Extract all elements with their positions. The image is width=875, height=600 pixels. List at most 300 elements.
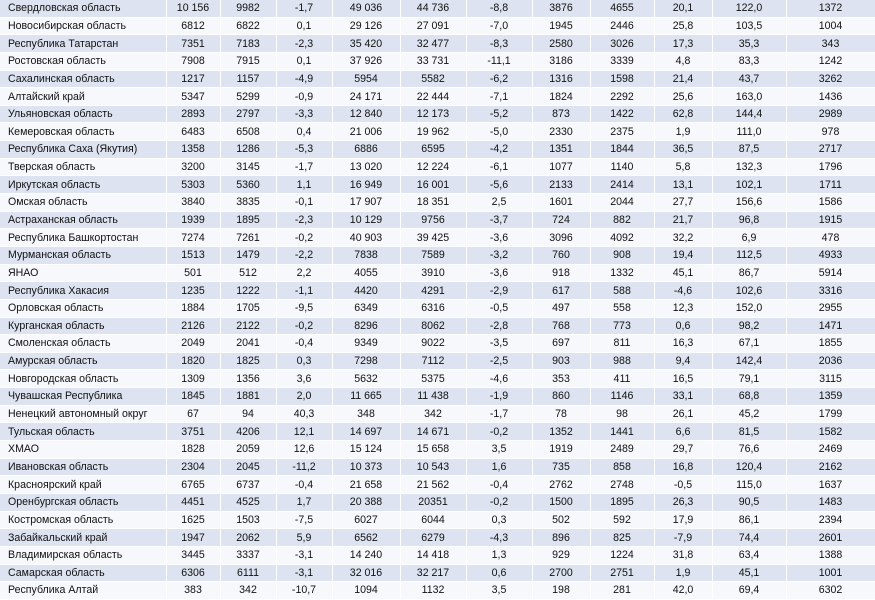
value-cell: 24 171 [332, 88, 400, 106]
value-cell: 198 [532, 582, 590, 600]
region-name-cell: Республика Башкортостан [0, 229, 166, 247]
value-cell: 87,5 [712, 141, 786, 159]
value-cell: -5,2 [466, 105, 532, 123]
value-cell: -3,6 [466, 229, 532, 247]
value-cell: 1884 [166, 299, 220, 317]
value-cell: 4206 [220, 423, 276, 441]
value-cell: 1625 [166, 511, 220, 529]
value-cell: 13,1 [654, 176, 712, 194]
value-cell: 5347 [166, 88, 220, 106]
value-cell: 86,1 [712, 511, 786, 529]
value-cell: 12 224 [400, 158, 466, 176]
value-cell: -3,3 [276, 105, 332, 123]
value-cell: 2797 [220, 105, 276, 123]
value-cell: 2,5 [466, 194, 532, 212]
value-cell: 3835 [220, 194, 276, 212]
value-cell: -0,4 [276, 335, 332, 353]
value-cell: 1388 [786, 546, 875, 564]
value-cell: 17 907 [332, 194, 400, 212]
value-cell: 0,1 [276, 17, 332, 35]
value-cell: 1845 [166, 388, 220, 406]
value-cell: 2489 [590, 441, 654, 459]
table-row [0, 511, 875, 529]
value-cell: 588 [590, 282, 654, 300]
value-cell: -10,7 [276, 582, 332, 600]
value-cell: 6737 [220, 476, 276, 494]
value-cell: 32,2 [654, 229, 712, 247]
value-cell: 858 [590, 458, 654, 476]
value-cell: 1503 [220, 511, 276, 529]
value-cell: 7298 [332, 352, 400, 370]
value-cell: 1598 [590, 70, 654, 88]
value-cell: 1844 [590, 141, 654, 159]
value-cell: 1705 [220, 299, 276, 317]
value-cell: 4291 [400, 282, 466, 300]
value-cell: -3,5 [466, 335, 532, 353]
region-name-cell: Омская область [0, 194, 166, 212]
value-cell: 5954 [332, 70, 400, 88]
value-cell: 760 [532, 246, 590, 264]
value-cell: 1286 [220, 141, 276, 159]
value-cell: 3096 [532, 229, 590, 247]
value-cell: 1441 [590, 423, 654, 441]
value-cell: 120,4 [712, 458, 786, 476]
value-cell: -4,6 [466, 370, 532, 388]
value-cell: 9,4 [654, 352, 712, 370]
value-cell: 2044 [590, 194, 654, 212]
value-cell: 0,6 [466, 564, 532, 582]
value-cell: 102,1 [712, 176, 786, 194]
value-cell: 2989 [786, 105, 875, 123]
value-cell: 27 091 [400, 17, 466, 35]
table-row [0, 52, 875, 70]
value-cell: 32 477 [400, 35, 466, 53]
value-cell: -0,1 [276, 194, 332, 212]
value-cell: 32 016 [332, 564, 400, 582]
value-cell: 2751 [590, 564, 654, 582]
value-cell: 1235 [166, 282, 220, 300]
region-name-cell: Кемеровская область [0, 123, 166, 141]
value-cell: 1436 [786, 88, 875, 106]
value-cell: 17,9 [654, 511, 712, 529]
value-cell: 16 001 [400, 176, 466, 194]
table-row [0, 141, 875, 159]
value-cell: 29,7 [654, 441, 712, 459]
value-cell: 11 438 [400, 388, 466, 406]
value-cell: 6349 [332, 299, 400, 317]
value-cell: -0,2 [276, 317, 332, 335]
value-cell: 2162 [786, 458, 875, 476]
value-cell: -3,6 [466, 264, 532, 282]
value-cell: 2049 [166, 335, 220, 353]
value-cell: 20,1 [654, 0, 712, 17]
table-row [0, 405, 875, 423]
value-cell: 37 926 [332, 52, 400, 70]
value-cell: 12 840 [332, 105, 400, 123]
value-cell: 7183 [220, 35, 276, 53]
value-cell: 860 [532, 388, 590, 406]
value-cell: 1824 [532, 88, 590, 106]
value-cell: -1,7 [276, 0, 332, 17]
value-cell: 144,4 [712, 105, 786, 123]
value-cell: -0,2 [466, 423, 532, 441]
region-name-cell: Республика Татарстан [0, 35, 166, 53]
value-cell: -0,9 [276, 88, 332, 106]
value-cell: 35 420 [332, 35, 400, 53]
region-name-cell: ЯНАО [0, 264, 166, 282]
value-cell: -0,5 [654, 476, 712, 494]
value-cell: 343 [786, 35, 875, 53]
value-cell: 1895 [220, 211, 276, 229]
region-name-cell: Иркутская область [0, 176, 166, 194]
table-row [0, 476, 875, 494]
value-cell: -8,3 [466, 35, 532, 53]
value-cell: 5632 [332, 370, 400, 388]
value-cell: 43,7 [712, 70, 786, 88]
value-cell: 1582 [786, 423, 875, 441]
value-cell: 1820 [166, 352, 220, 370]
value-cell: 1332 [590, 264, 654, 282]
value-cell: 4092 [590, 229, 654, 247]
value-cell: 12,6 [276, 441, 332, 459]
value-cell: 14 240 [332, 546, 400, 564]
value-cell: 69,4 [712, 582, 786, 600]
value-cell: -9,5 [276, 299, 332, 317]
region-name-cell: Красноярский край [0, 476, 166, 494]
value-cell: 26,3 [654, 493, 712, 511]
value-cell: 2601 [786, 529, 875, 547]
table-row [0, 264, 875, 282]
table-row [0, 70, 875, 88]
value-cell: -5,3 [276, 141, 332, 159]
value-cell: 16,8 [654, 458, 712, 476]
value-cell: 1479 [220, 246, 276, 264]
value-cell: -0,4 [466, 476, 532, 494]
value-cell: 383 [166, 582, 220, 600]
value-cell: 4655 [590, 0, 654, 17]
value-cell: 1,3 [466, 546, 532, 564]
region-name-cell: Орловская область [0, 299, 166, 317]
value-cell: 6,9 [712, 229, 786, 247]
value-cell: 7915 [220, 52, 276, 70]
value-cell: 6595 [400, 141, 466, 159]
value-cell: 7351 [166, 35, 220, 53]
value-cell: 825 [590, 529, 654, 547]
value-cell: 1947 [166, 529, 220, 547]
value-cell: 67 [166, 405, 220, 423]
value-cell: 1,6 [466, 458, 532, 476]
value-cell: 12,3 [654, 299, 712, 317]
value-cell: 62,8 [654, 105, 712, 123]
value-cell: -7,5 [276, 511, 332, 529]
value-cell: 81,5 [712, 423, 786, 441]
value-cell: 7908 [166, 52, 220, 70]
value-cell: 6812 [166, 17, 220, 35]
value-cell: -7,9 [654, 529, 712, 547]
value-cell: 63,4 [712, 546, 786, 564]
value-cell: -1,7 [466, 405, 532, 423]
value-cell: 6316 [400, 299, 466, 317]
value-cell: 1356 [220, 370, 276, 388]
value-cell: 32 217 [400, 564, 466, 582]
table-row [0, 158, 875, 176]
value-cell: 988 [590, 352, 654, 370]
value-cell: 163,0 [712, 88, 786, 106]
table-row [0, 423, 875, 441]
value-cell: 6822 [220, 17, 276, 35]
value-cell: 1825 [220, 352, 276, 370]
value-cell: 1483 [786, 493, 875, 511]
value-cell: 6508 [220, 123, 276, 141]
value-cell: -8,8 [466, 0, 532, 17]
value-cell: 735 [532, 458, 590, 476]
table-row [0, 352, 875, 370]
value-cell: 96,8 [712, 211, 786, 229]
region-name-cell: ХМАО [0, 441, 166, 459]
value-cell: 1855 [786, 335, 875, 353]
value-cell: 3751 [166, 423, 220, 441]
value-cell: 112,5 [712, 246, 786, 264]
value-cell: 2036 [786, 352, 875, 370]
region-name-cell: Ненецкий автономный округ [0, 405, 166, 423]
value-cell: 1132 [400, 582, 466, 600]
value-cell: 27,7 [654, 194, 712, 212]
value-cell: 132,3 [712, 158, 786, 176]
value-cell: 15 124 [332, 441, 400, 459]
value-cell: 5,8 [654, 158, 712, 176]
table-row [0, 564, 875, 582]
value-cell: 13 020 [332, 158, 400, 176]
value-cell: -1,1 [276, 282, 332, 300]
value-cell: -4,3 [466, 529, 532, 547]
value-cell: 1586 [786, 194, 875, 212]
value-cell: 1513 [166, 246, 220, 264]
value-cell: 478 [786, 229, 875, 247]
region-name-cell: Оренбургская область [0, 493, 166, 511]
table-row [0, 335, 875, 353]
value-cell: 3145 [220, 158, 276, 176]
value-cell: -6,1 [466, 158, 532, 176]
value-cell: 7274 [166, 229, 220, 247]
value-cell: -7,1 [466, 88, 532, 106]
value-cell: 0,4 [276, 123, 332, 141]
value-cell: 39 425 [400, 229, 466, 247]
value-cell: 122,0 [712, 0, 786, 17]
value-cell: 1146 [590, 388, 654, 406]
value-cell: 1939 [166, 211, 220, 229]
value-cell: 4451 [166, 493, 220, 511]
table-row [0, 0, 875, 17]
value-cell: 3262 [786, 70, 875, 88]
value-cell: 5,9 [276, 529, 332, 547]
value-cell: -0,2 [466, 493, 532, 511]
value-cell: 11 665 [332, 388, 400, 406]
value-cell: 2292 [590, 88, 654, 106]
value-cell: 2330 [532, 123, 590, 141]
value-cell: 49 036 [332, 0, 400, 17]
table-row [0, 123, 875, 141]
value-cell: 7589 [400, 246, 466, 264]
value-cell: 1351 [532, 141, 590, 159]
region-name-cell: Тульская область [0, 423, 166, 441]
region-name-cell: Астраханская область [0, 211, 166, 229]
value-cell: 8062 [400, 317, 466, 335]
table-row [0, 441, 875, 459]
value-cell: 6483 [166, 123, 220, 141]
value-cell: 1500 [532, 493, 590, 511]
value-cell: 1895 [590, 493, 654, 511]
value-cell: 67,1 [712, 335, 786, 353]
value-cell: 811 [590, 335, 654, 353]
value-cell: 14 418 [400, 546, 466, 564]
value-cell: 5375 [400, 370, 466, 388]
value-cell: 98,2 [712, 317, 786, 335]
value-cell: 873 [532, 105, 590, 123]
value-cell: -4,6 [654, 282, 712, 300]
value-cell: 617 [532, 282, 590, 300]
value-cell: 10 129 [332, 211, 400, 229]
value-cell: 90,5 [712, 493, 786, 511]
value-cell: 142,4 [712, 352, 786, 370]
value-cell: 908 [590, 246, 654, 264]
value-cell: 5582 [400, 70, 466, 88]
value-cell: 21 562 [400, 476, 466, 494]
value-cell: 152,0 [712, 299, 786, 317]
value-cell: 768 [532, 317, 590, 335]
table-row [0, 17, 875, 35]
value-cell: 16 949 [332, 176, 400, 194]
value-cell: 14 697 [332, 423, 400, 441]
value-cell: 10 156 [166, 0, 220, 17]
value-cell: 1601 [532, 194, 590, 212]
value-cell: 45,2 [712, 405, 786, 423]
value-cell: 1,1 [276, 176, 332, 194]
value-cell: 2041 [220, 335, 276, 353]
value-cell: 353 [532, 370, 590, 388]
table-row [0, 246, 875, 264]
value-cell: -2,8 [466, 317, 532, 335]
value-cell: -2,3 [276, 35, 332, 53]
table-row [0, 388, 875, 406]
region-name-cell: Республика Алтай [0, 582, 166, 600]
value-cell: 3,6 [276, 370, 332, 388]
value-cell: -0,5 [466, 299, 532, 317]
value-cell: 21 006 [332, 123, 400, 141]
value-cell: 1316 [532, 70, 590, 88]
value-cell: -2,2 [276, 246, 332, 264]
value-cell: 74,4 [712, 529, 786, 547]
value-cell: 502 [532, 511, 590, 529]
value-cell: 592 [590, 511, 654, 529]
value-cell: 2059 [220, 441, 276, 459]
value-cell: 5360 [220, 176, 276, 194]
value-cell: 19 962 [400, 123, 466, 141]
value-cell: 3,5 [466, 441, 532, 459]
value-cell: 12,1 [276, 423, 332, 441]
value-cell: 26,1 [654, 405, 712, 423]
region-name-cell: Амурская область [0, 352, 166, 370]
value-cell: 3339 [590, 52, 654, 70]
value-cell: 978 [786, 123, 875, 141]
value-cell: -2,9 [466, 282, 532, 300]
value-cell: 1242 [786, 52, 875, 70]
value-cell: 5914 [786, 264, 875, 282]
value-cell: -7,0 [466, 17, 532, 35]
value-cell: 2580 [532, 35, 590, 53]
value-cell: 0,6 [654, 317, 712, 335]
value-cell: 79,1 [712, 370, 786, 388]
value-cell: 2122 [220, 317, 276, 335]
value-cell: 3186 [532, 52, 590, 70]
value-cell: 9982 [220, 0, 276, 17]
value-cell: 697 [532, 335, 590, 353]
value-cell: 10 543 [400, 458, 466, 476]
table-row [0, 229, 875, 247]
value-cell: 1919 [532, 441, 590, 459]
value-cell: 35,3 [712, 35, 786, 53]
table-row [0, 370, 875, 388]
value-cell: 9349 [332, 335, 400, 353]
value-cell: 724 [532, 211, 590, 229]
value-cell: 501 [166, 264, 220, 282]
value-cell: 2394 [786, 511, 875, 529]
region-name-cell: Новгородская область [0, 370, 166, 388]
value-cell: 1,7 [276, 493, 332, 511]
value-cell: 33,1 [654, 388, 712, 406]
value-cell: 40,3 [276, 405, 332, 423]
value-cell: 1711 [786, 176, 875, 194]
value-cell: 1352 [532, 423, 590, 441]
value-cell: -11,1 [466, 52, 532, 70]
value-cell: 10 373 [332, 458, 400, 476]
value-cell: 342 [220, 582, 276, 600]
region-name-cell: Республика Саха (Якутия) [0, 141, 166, 159]
value-cell: -3,1 [276, 546, 332, 564]
value-cell: 4055 [332, 264, 400, 282]
value-cell: 6,6 [654, 423, 712, 441]
region-name-cell: Курганская область [0, 317, 166, 335]
value-cell: 3876 [532, 0, 590, 17]
value-cell: -5,0 [466, 123, 532, 141]
value-cell: 15 658 [400, 441, 466, 459]
value-cell: -2,5 [466, 352, 532, 370]
value-cell: 882 [590, 211, 654, 229]
region-name-cell: Чувашская Республика [0, 388, 166, 406]
value-cell: 83,3 [712, 52, 786, 70]
value-cell: -6,2 [466, 70, 532, 88]
value-cell: 156,6 [712, 194, 786, 212]
table-row [0, 211, 875, 229]
value-cell: -3,2 [466, 246, 532, 264]
value-cell: 2748 [590, 476, 654, 494]
table-row [0, 493, 875, 511]
value-cell: 6279 [400, 529, 466, 547]
value-cell: 20351 [400, 493, 466, 511]
value-cell: 1224 [590, 546, 654, 564]
value-cell: 8296 [332, 317, 400, 335]
value-cell: 2126 [166, 317, 220, 335]
table-row [0, 176, 875, 194]
region-name-cell: Свердловская область [0, 0, 166, 17]
value-cell: 45,1 [712, 564, 786, 582]
region-name-cell: Самарская область [0, 564, 166, 582]
value-cell: 2,0 [276, 388, 332, 406]
value-cell: 1796 [786, 158, 875, 176]
table-row [0, 546, 875, 564]
table-row [0, 458, 875, 476]
value-cell: 115,0 [712, 476, 786, 494]
value-cell: 94 [220, 405, 276, 423]
